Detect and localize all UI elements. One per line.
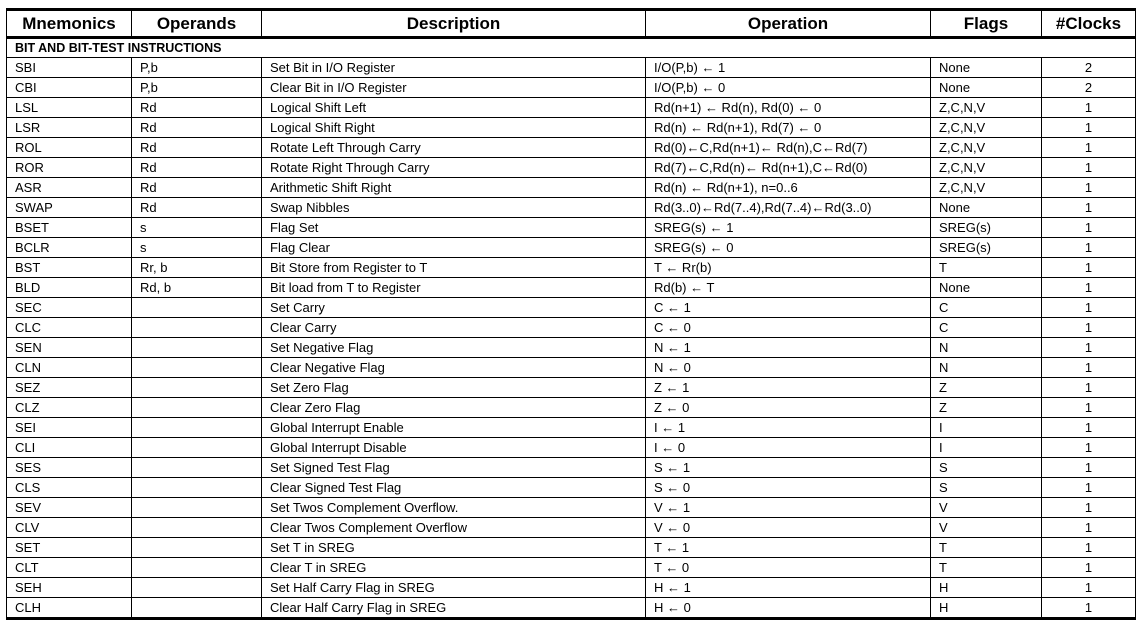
cell-mnemonic: SEV — [7, 498, 132, 518]
cell-operands — [132, 518, 262, 538]
cell-flags: Z,C,N,V — [931, 158, 1042, 178]
table-row — [7, 238, 1136, 258]
cell-mnemonic: CLS — [7, 478, 132, 498]
cell-flags: H — [931, 578, 1042, 598]
cell-operation: Rd(b) ← T — [646, 278, 931, 298]
table-row — [7, 458, 1136, 478]
table-row — [7, 318, 1136, 338]
cell-description: Clear Half Carry Flag in SREG — [262, 598, 646, 619]
cell-description: Set Signed Test Flag — [262, 458, 646, 478]
cell-mnemonic: CLZ — [7, 398, 132, 418]
cell-clocks: 1 — [1042, 138, 1136, 158]
cell-clocks: 1 — [1042, 118, 1136, 138]
cell-mnemonic: ASR — [7, 178, 132, 198]
cell-flags: N — [931, 338, 1042, 358]
cell-operation: I/O(P,b) ← 1 — [646, 58, 931, 78]
cell-operation: T ← Rr(b) — [646, 258, 931, 278]
cell-clocks: 1 — [1042, 578, 1136, 598]
cell-operation: C ← 1 — [646, 298, 931, 318]
cell-description: Flag Set — [262, 218, 646, 238]
cell-operands: s — [132, 238, 262, 258]
table-row — [7, 218, 1136, 238]
cell-operation: Rd(0)←C,Rd(n+1)← Rd(n),C←Rd(7) — [646, 138, 931, 158]
cell-flags: Z — [931, 398, 1042, 418]
table-row — [7, 78, 1136, 98]
cell-description: Rotate Right Through Carry — [262, 158, 646, 178]
table-row — [7, 198, 1136, 218]
cell-description: Set T in SREG — [262, 538, 646, 558]
cell-flags: V — [931, 518, 1042, 538]
cell-operation: I/O(P,b) ← 0 — [646, 78, 931, 98]
cell-operands: Rr, b — [132, 258, 262, 278]
cell-mnemonic: ROL — [7, 138, 132, 158]
cell-description: Bit load from T to Register — [262, 278, 646, 298]
cell-mnemonic: ROR — [7, 158, 132, 178]
cell-clocks: 1 — [1042, 218, 1136, 238]
cell-mnemonic: CLN — [7, 358, 132, 378]
cell-clocks: 1 — [1042, 438, 1136, 458]
cell-mnemonic: BST — [7, 258, 132, 278]
cell-clocks: 1 — [1042, 498, 1136, 518]
cell-clocks: 1 — [1042, 158, 1136, 178]
cell-operands: Rd — [132, 198, 262, 218]
cell-mnemonic: BSET — [7, 218, 132, 238]
cell-mnemonic: SEC — [7, 298, 132, 318]
cell-description: Bit Store from Register to T — [262, 258, 646, 278]
cell-operands — [132, 498, 262, 518]
table-row — [7, 438, 1136, 458]
cell-mnemonic: SET — [7, 538, 132, 558]
cell-mnemonic: SWAP — [7, 198, 132, 218]
cell-operation: Z ← 0 — [646, 398, 931, 418]
cell-operands — [132, 558, 262, 578]
cell-mnemonic: CLV — [7, 518, 132, 538]
cell-flags: Z,C,N,V — [931, 98, 1042, 118]
cell-flags: SREG(s) — [931, 218, 1042, 238]
cell-clocks: 1 — [1042, 198, 1136, 218]
cell-operands — [132, 438, 262, 458]
cell-operands: s — [132, 218, 262, 238]
instruction-table — [6, 8, 1136, 620]
table-row — [7, 498, 1136, 518]
cell-clocks: 1 — [1042, 418, 1136, 438]
cell-description: Clear Bit in I/O Register — [262, 78, 646, 98]
cell-clocks: 1 — [1042, 318, 1136, 338]
cell-operands — [132, 598, 262, 619]
cell-description: Global Interrupt Disable — [262, 438, 646, 458]
cell-mnemonic: CLI — [7, 438, 132, 458]
table-row — [7, 358, 1136, 378]
section-title: BIT AND BIT-TEST INSTRUCTIONS — [7, 38, 1136, 58]
cell-description: Set Zero Flag — [262, 378, 646, 398]
cell-operation: Rd(3..0)←Rd(7..4),Rd(7..4)←Rd(3..0) — [646, 198, 931, 218]
cell-clocks: 1 — [1042, 278, 1136, 298]
cell-mnemonic: CLT — [7, 558, 132, 578]
cell-clocks: 1 — [1042, 258, 1136, 278]
cell-description: Clear Twos Complement Overflow — [262, 518, 646, 538]
table-row — [7, 178, 1136, 198]
cell-operation: H ← 0 — [646, 598, 931, 619]
cell-operands: P,b — [132, 58, 262, 78]
cell-flags: H — [931, 598, 1042, 619]
table-row — [7, 398, 1136, 418]
cell-operation: V ← 1 — [646, 498, 931, 518]
cell-description: Flag Clear — [262, 238, 646, 258]
cell-flags: T — [931, 258, 1042, 278]
header-clocks: #Clocks — [1042, 10, 1136, 38]
cell-flags: V — [931, 498, 1042, 518]
cell-operands — [132, 298, 262, 318]
table-row — [7, 58, 1136, 78]
cell-operands — [132, 458, 262, 478]
cell-clocks: 1 — [1042, 478, 1136, 498]
cell-clocks: 1 — [1042, 358, 1136, 378]
cell-mnemonic: SEN — [7, 338, 132, 358]
cell-operands — [132, 478, 262, 498]
cell-operation: Rd(7)←C,Rd(n)← Rd(n+1),C←Rd(0) — [646, 158, 931, 178]
cell-operands: Rd — [132, 118, 262, 138]
cell-flags: Z,C,N,V — [931, 138, 1042, 158]
cell-operation: H ← 1 — [646, 578, 931, 598]
table-row — [7, 598, 1136, 619]
cell-flags: None — [931, 58, 1042, 78]
cell-operands — [132, 418, 262, 438]
cell-operands — [132, 378, 262, 398]
cell-mnemonic: BLD — [7, 278, 132, 298]
cell-operation: Rd(n+1) ← Rd(n), Rd(0) ← 0 — [646, 98, 931, 118]
cell-operation: SREG(s) ← 0 — [646, 238, 931, 258]
header-flags: Flags — [931, 10, 1042, 38]
cell-clocks: 1 — [1042, 398, 1136, 418]
cell-description: Set Bit in I/O Register — [262, 58, 646, 78]
cell-operands: P,b — [132, 78, 262, 98]
cell-operation: S ← 1 — [646, 458, 931, 478]
cell-operands: Rd — [132, 158, 262, 178]
table-row — [7, 118, 1136, 138]
cell-flags: I — [931, 438, 1042, 458]
cell-clocks: 1 — [1042, 558, 1136, 578]
cell-operation: S ← 0 — [646, 478, 931, 498]
cell-operands — [132, 358, 262, 378]
cell-mnemonic: SEZ — [7, 378, 132, 398]
table-row — [7, 278, 1136, 298]
table-row — [7, 158, 1136, 178]
cell-flags: None — [931, 278, 1042, 298]
cell-operation: C ← 0 — [646, 318, 931, 338]
cell-flags: I — [931, 418, 1042, 438]
table-row — [7, 518, 1136, 538]
cell-operation: Rd(n) ← Rd(n+1), n=0..6 — [646, 178, 931, 198]
cell-operation: V ← 0 — [646, 518, 931, 538]
cell-clocks: 1 — [1042, 538, 1136, 558]
cell-operands: Rd — [132, 138, 262, 158]
cell-operands — [132, 318, 262, 338]
cell-clocks: 1 — [1042, 518, 1136, 538]
cell-mnemonic: SEI — [7, 418, 132, 438]
cell-flags: T — [931, 558, 1042, 578]
cell-operation: SREG(s) ← 1 — [646, 218, 931, 238]
cell-mnemonic: CLH — [7, 598, 132, 619]
cell-mnemonic: BCLR — [7, 238, 132, 258]
header-operands: Operands — [132, 10, 262, 38]
cell-clocks: 2 — [1042, 58, 1136, 78]
cell-operands — [132, 398, 262, 418]
table-row — [7, 418, 1136, 438]
cell-clocks: 1 — [1042, 298, 1136, 318]
cell-operation: I ← 1 — [646, 418, 931, 438]
cell-clocks: 1 — [1042, 178, 1136, 198]
cell-flags: None — [931, 78, 1042, 98]
cell-description: Set Half Carry Flag in SREG — [262, 578, 646, 598]
header-operation: Operation — [646, 10, 931, 38]
cell-flags: S — [931, 458, 1042, 478]
cell-description: Clear Negative Flag — [262, 358, 646, 378]
cell-operands: Rd — [132, 98, 262, 118]
cell-flags: C — [931, 298, 1042, 318]
header-mnemonics: Mnemonics — [7, 10, 132, 38]
cell-clocks: 1 — [1042, 598, 1136, 619]
cell-operation: N ← 1 — [646, 338, 931, 358]
cell-flags: Z,C,N,V — [931, 118, 1042, 138]
cell-mnemonic: CBI — [7, 78, 132, 98]
table-row — [7, 258, 1136, 278]
cell-flags: Z — [931, 378, 1042, 398]
cell-mnemonic: SBI — [7, 58, 132, 78]
cell-operands — [132, 338, 262, 358]
table-row — [7, 578, 1136, 598]
header-description: Description — [262, 10, 646, 38]
cell-operands — [132, 538, 262, 558]
table-row — [7, 538, 1136, 558]
cell-description: Arithmetic Shift Right — [262, 178, 646, 198]
cell-operands: Rd — [132, 178, 262, 198]
cell-clocks: 1 — [1042, 238, 1136, 258]
cell-operation: T ← 0 — [646, 558, 931, 578]
table-body — [7, 38, 1136, 619]
section-row — [7, 38, 1136, 58]
cell-flags: C — [931, 318, 1042, 338]
cell-description: Global Interrupt Enable — [262, 418, 646, 438]
cell-description: Clear Carry — [262, 318, 646, 338]
cell-operation: Z ← 1 — [646, 378, 931, 398]
cell-description: Set Twos Complement Overflow. — [262, 498, 646, 518]
cell-flags: None — [931, 198, 1042, 218]
table-row — [7, 558, 1136, 578]
cell-operands — [132, 578, 262, 598]
table-row — [7, 98, 1136, 118]
cell-clocks: 1 — [1042, 458, 1136, 478]
cell-mnemonic: CLC — [7, 318, 132, 338]
cell-flags: N — [931, 358, 1042, 378]
cell-description: Logical Shift Left — [262, 98, 646, 118]
cell-description: Set Carry — [262, 298, 646, 318]
cell-description: Logical Shift Right — [262, 118, 646, 138]
cell-clocks: 1 — [1042, 378, 1136, 398]
cell-mnemonic: LSL — [7, 98, 132, 118]
cell-description: Rotate Left Through Carry — [262, 138, 646, 158]
cell-operation: N ← 0 — [646, 358, 931, 378]
table-row — [7, 338, 1136, 358]
cell-flags: Z,C,N,V — [931, 178, 1042, 198]
cell-description: Clear T in SREG — [262, 558, 646, 578]
cell-flags: T — [931, 538, 1042, 558]
cell-operation: I ← 0 — [646, 438, 931, 458]
cell-operands: Rd, b — [132, 278, 262, 298]
table-row — [7, 138, 1136, 158]
cell-operation: Rd(n) ← Rd(n+1), Rd(7) ← 0 — [646, 118, 931, 138]
cell-flags: SREG(s) — [931, 238, 1042, 258]
cell-description: Swap Nibbles — [262, 198, 646, 218]
cell-description: Clear Zero Flag — [262, 398, 646, 418]
table-row — [7, 378, 1136, 398]
cell-description: Set Negative Flag — [262, 338, 646, 358]
cell-clocks: 1 — [1042, 98, 1136, 118]
cell-mnemonic: SEH — [7, 578, 132, 598]
cell-mnemonic: SES — [7, 458, 132, 478]
cell-flags: S — [931, 478, 1042, 498]
table-row — [7, 478, 1136, 498]
cell-description: Clear Signed Test Flag — [262, 478, 646, 498]
cell-operation: T ← 1 — [646, 538, 931, 558]
table-row — [7, 298, 1136, 318]
cell-clocks: 2 — [1042, 78, 1136, 98]
cell-mnemonic: LSR — [7, 118, 132, 138]
cell-clocks: 1 — [1042, 338, 1136, 358]
header-row — [7, 10, 1136, 38]
